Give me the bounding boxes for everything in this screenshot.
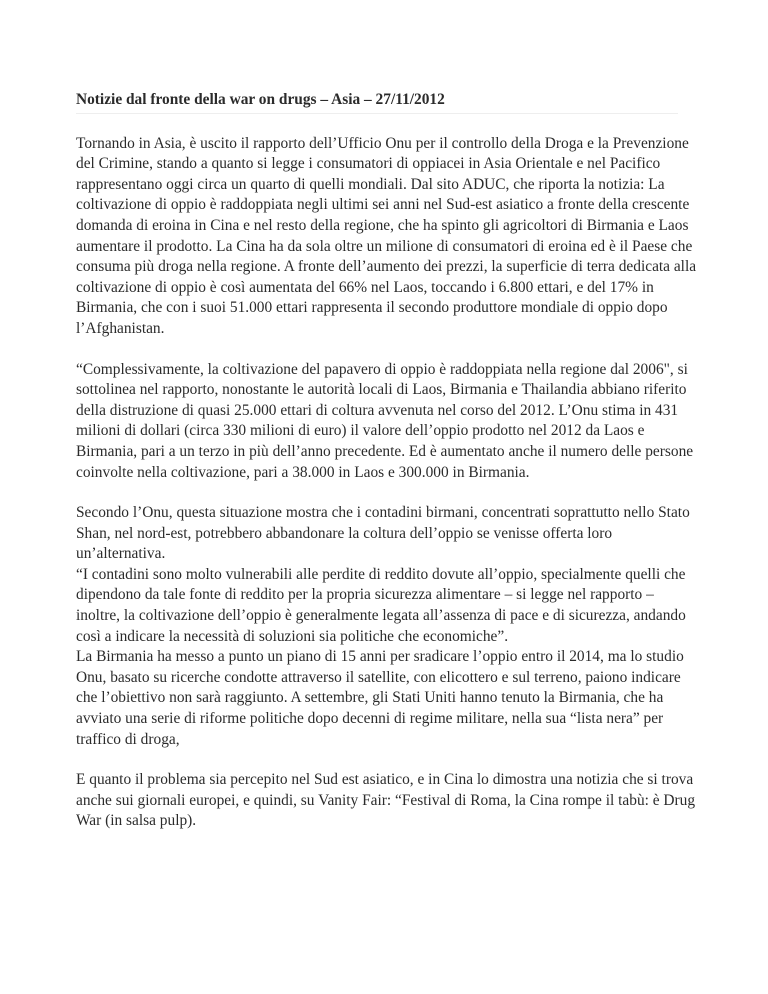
paragraph-5: La Birmania ha messo a punto un piano di 15 anni per sradicare l’oppio entro il 2014, ma lo studio Onu, basato su ricerche condotte attraverso il satellite, con elicottero e sul terreno, paiono indicare che l’obiettivo non sarà raggiunto. A settembre, gli Stati Uniti hanno tenuto la Birmania, che ha avviato una serie di riforme politiche dopo decenni di regime militare, nella sua “lista nera” per traffico di droga,	[76, 648, 684, 748]
paragraph-6: E quanto il problema sia percepito nel Sud est asiatico, e in Cina lo dimostra una notizia che si trova anche sui giornali europei, e quindi, su Vanity Fair: “Festival di Roma, la Cina rompe il tabù: è Drug War (in salsa pulp).	[76, 771, 696, 830]
document-title: Notizie dal fronte della war on drugs – Asia – 27/11/2012	[76, 90, 678, 114]
title-block	[76, 90, 700, 114]
paragraph-4: “I contadini sono molto vulnerabili alle perdite di reddito dovute all’oppio, specialmente quelli che dipendono da tale fonte di reddito per la propria sicurezza alimentare – si legge nel rapporto – inoltre, la coltivazione dell’oppio è generalmente legata all’assenza di pace e di sicurezza, andando così a indicare la necessità di soluzioni sia politiche che economiche”.	[76, 565, 686, 645]
document-page	[76, 90, 700, 832]
paragraph-3: Secondo l’Onu, questa situazione mostra che i contadini birmani, concentrati soprattutto nello Stato Shan, nel nord-est, potrebbero abbandonare la coltura dell’oppio se venisse offerta loro un’alternativa.	[76, 504, 690, 563]
paragraph-2: “Complessivamente, la coltivazione del papavero di oppio è raddoppiata nella regione dal 2006", si sottolinea nel rapporto, nonostante le autorità locali di Laos, Birmania e Thailandia abbiano riferito della distruzione di quasi 25.000 ettari di coltura avvenuta nel corso del 2012. L’Onu stima in 431 milioni di dollari (circa 330 milioni di euro) il valore dell’oppio prodotto nel 2012 da Laos e Birmania, pari a un terzo in più dell’anno precedente. Ed è aumentato anche il numero delle persone coinvolte nella coltivazione, pari a 38.000 in Laos e 300.000 in Birmania.	[76, 360, 694, 481]
paragraph-1: Tornando in Asia, è uscito il rapporto dell’Ufficio Onu per il controllo della Droga e la Prevenzione del Crimine, stando a quanto si legge i consumatori di oppiacei in Asia Orientale e nel Pacifico rappresentano oggi circa un quarto di quelli mondiali. Dal sito ADUC, che riporta la notizia: La coltivazione di oppio è raddoppiata negli ultimi sei anni nel Sud-est asiatico a fronte della crescente domanda di eroina in Cina e nel resto della regione, che ha spinto gli agricoltori di Birmania e Laos aumentare il prodotto. La Cina ha da sola oltre un milione di consumatori di eroina ed è il Paese che consuma più droga nella regione. A fronte dell’aumento dei prezzi, la superficie di terra dedicata alla coltivazione di oppio è così aumentata del 66% nel Laos, toccando i 6.800 ettari, e del 17% in Birmania, che con i suoi 51.000 ettari rappresenta il secondo produttore mondiale di oppio dopo l’Afghanistan.	[76, 134, 697, 337]
